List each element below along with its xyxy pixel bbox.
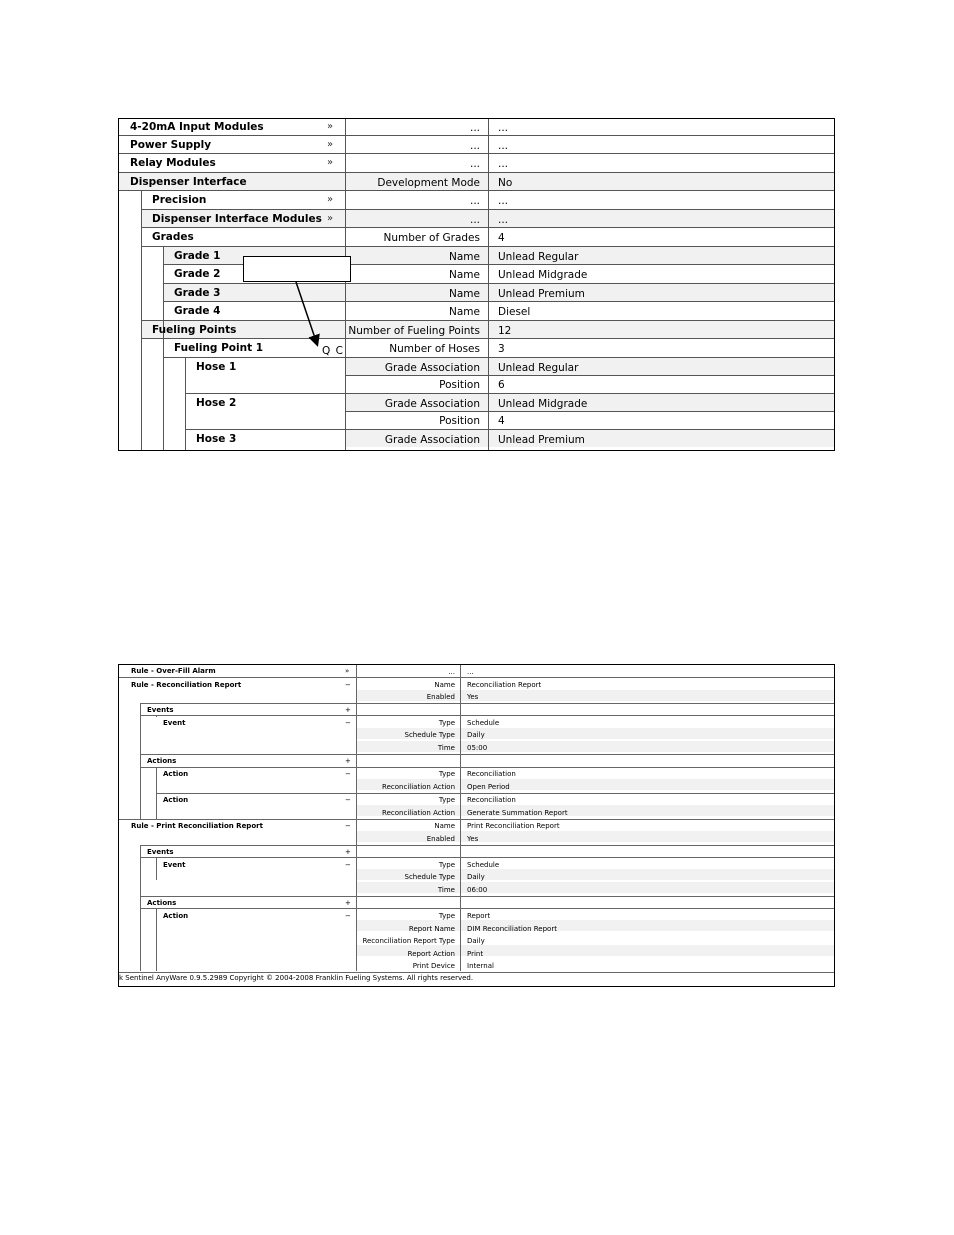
tree-node-label[interactable]: Fueling Point 1 <box>174 342 264 354</box>
tree-node-label[interactable]: Grade 2 <box>174 268 221 280</box>
property-value[interactable]: Unlead Regular <box>498 362 579 374</box>
property-name: ... <box>448 668 455 676</box>
property-value[interactable]: Unlead Premium <box>498 288 585 300</box>
property-value[interactable]: Diesel <box>498 306 531 318</box>
property-name: Name <box>449 288 480 300</box>
property-value[interactable]: Open Period <box>467 783 510 791</box>
property-value[interactable]: Unlead Premium <box>498 434 585 446</box>
configuration-tree-panel-1 <box>118 118 835 451</box>
property-name: Development Mode <box>377 177 480 189</box>
callout-arrow-icon <box>119 119 835 451</box>
property-name: Reconciliation Action <box>382 809 455 817</box>
property-name: Report Action <box>407 950 455 958</box>
property-value[interactable]: Unlead Midgrade <box>498 398 588 410</box>
property-name: Name <box>434 822 455 830</box>
collapse-icon[interactable]: − <box>345 822 351 830</box>
property-name: Enabled <box>426 693 455 701</box>
property-name: ... <box>469 214 480 226</box>
property-value[interactable]: ... <box>498 140 509 152</box>
tree-node-label[interactable]: Hose 1 <box>196 361 237 373</box>
property-name: Position <box>439 379 480 391</box>
qc-marker: Q C <box>322 345 344 357</box>
property-name: ... <box>469 122 480 134</box>
property-value[interactable]: Unlead Midgrade <box>498 269 588 281</box>
tree-node-label[interactable]: Grade 3 <box>174 287 221 299</box>
tree-node-label[interactable]: Dispenser Interface <box>130 176 247 188</box>
property-value[interactable]: ... <box>498 195 509 207</box>
expand-chevron-icon[interactable]: » <box>327 121 334 132</box>
property-name: Grade Association <box>384 434 480 446</box>
property-name: Number of Fueling Points <box>348 325 480 337</box>
property-name: Reconciliation Action <box>382 783 455 791</box>
property-name: Print Device <box>412 962 455 970</box>
property-value[interactable]: Reconciliation <box>467 796 516 804</box>
property-name: Report Name <box>408 925 455 933</box>
property-value[interactable]: Internal <box>467 962 494 970</box>
tree-node-label[interactable]: Action <box>163 770 189 778</box>
property-name: Number of Grades <box>383 232 480 244</box>
tree-node-label[interactable]: Fueling Points <box>152 324 237 336</box>
expand-icon[interactable]: + <box>345 899 351 907</box>
property-value[interactable]: 06:00 <box>467 886 488 894</box>
property-name: Grade Association <box>384 398 480 410</box>
tree-node-label[interactable]: Grades <box>152 231 194 243</box>
tree-node-label[interactable]: Hose 3 <box>196 433 237 445</box>
tree-node-label[interactable]: Hose 2 <box>196 397 237 409</box>
property-value[interactable]: Daily <box>467 873 485 881</box>
tree-node-label[interactable]: Power Supply <box>130 139 212 151</box>
property-value[interactable]: 6 <box>498 379 505 391</box>
property-value[interactable]: 4 <box>498 232 505 244</box>
collapse-icon[interactable]: − <box>345 912 351 920</box>
property-name: Type <box>438 912 455 920</box>
configuration-tree-panel-2 <box>118 664 835 987</box>
property-name: Type <box>438 796 455 804</box>
property-name: ... <box>469 158 480 170</box>
collapse-icon[interactable]: − <box>345 861 351 869</box>
tree-node-label[interactable]: Action <box>163 912 189 920</box>
property-value[interactable]: DIM Reconciliation Report <box>467 925 557 933</box>
tree-node-label[interactable]: Events <box>147 848 174 856</box>
property-value[interactable]: Print Reconciliation Report <box>467 822 560 830</box>
property-value[interactable]: ... <box>498 158 509 170</box>
expand-icon[interactable]: + <box>345 757 351 765</box>
property-value[interactable]: Report <box>467 912 491 920</box>
tree-node-label[interactable]: Event <box>163 861 186 869</box>
expand-icon[interactable]: + <box>345 848 351 856</box>
property-value[interactable]: Schedule <box>467 861 500 869</box>
property-name: Schedule Type <box>404 731 455 739</box>
property-name: ... <box>469 140 480 152</box>
tree-node-label[interactable]: Dispenser Interface Modules <box>152 213 322 225</box>
property-value[interactable]: Reconciliation <box>467 770 516 778</box>
property-name: Position <box>439 415 480 427</box>
tree-node-label[interactable]: 4-20mA Input Modules <box>130 121 264 133</box>
property-name: Time <box>437 744 455 752</box>
property-value[interactable]: Yes <box>467 835 479 843</box>
property-name: Name <box>449 251 480 263</box>
property-value[interactable]: ... <box>467 668 474 676</box>
expand-chevron-icon[interactable]: » <box>345 667 350 675</box>
tree-node-label[interactable]: Events <box>147 706 174 714</box>
property-value[interactable]: No <box>498 177 513 189</box>
property-value[interactable]: Generate Summation Report <box>467 809 568 817</box>
tree-node-label[interactable]: Actions <box>147 899 177 907</box>
property-name: Type <box>438 770 455 778</box>
property-value[interactable]: 4 <box>498 415 505 427</box>
expand-chevron-icon[interactable]: » <box>327 157 334 168</box>
tree-node-label[interactable]: Rule - Over-Fill Alarm <box>131 667 216 675</box>
property-value[interactable]: Daily <box>467 731 485 739</box>
expand-chevron-icon[interactable]: » <box>327 139 334 150</box>
property-name: Type <box>438 861 455 869</box>
copyright-footer: k Sentinel AnyWare 0.9.5.2989 Copyright © 2004-2008 Franklin Fueling Systems. All rights reserved. <box>119 974 474 982</box>
property-value[interactable]: 05:00 <box>467 744 488 752</box>
tree-node-label[interactable]: Rule - Print Reconciliation Report <box>131 822 263 830</box>
property-name: Reconciliation Report Type <box>362 937 455 945</box>
tree-node-label[interactable]: Action <box>163 796 189 804</box>
property-value[interactable]: Print <box>467 950 484 958</box>
tree-node-label[interactable]: Event <box>163 719 186 727</box>
property-value[interactable]: Schedule <box>467 719 500 727</box>
property-value[interactable]: Daily <box>467 937 485 945</box>
expand-chevron-icon[interactable]: » <box>327 213 334 224</box>
property-value[interactable]: ... <box>498 122 509 134</box>
tree-node-label[interactable]: Grade 4 <box>174 305 221 317</box>
property-value[interactable]: ... <box>498 214 509 226</box>
collapse-icon[interactable]: − <box>345 770 351 778</box>
property-name: Number of Hoses <box>389 343 480 355</box>
collapse-icon[interactable]: − <box>345 681 351 689</box>
collapse-icon[interactable]: − <box>345 796 351 804</box>
property-value[interactable]: Yes <box>467 693 479 701</box>
expand-icon[interactable]: + <box>345 706 351 714</box>
tree-node-label[interactable]: Grade 1 <box>174 250 221 262</box>
tree-node-label[interactable]: Precision <box>152 194 207 206</box>
property-name: ... <box>469 195 480 207</box>
tree-node-label[interactable]: Actions <box>147 757 177 765</box>
property-value[interactable]: 3 <box>498 343 505 355</box>
property-name: Type <box>438 719 455 727</box>
collapse-icon[interactable]: − <box>345 719 351 727</box>
property-value[interactable]: Unlead Regular <box>498 251 579 263</box>
property-name: Enabled <box>426 835 455 843</box>
property-name: Time <box>437 886 455 894</box>
property-value[interactable]: Reconciliation Report <box>467 681 542 689</box>
property-name: Name <box>434 681 455 689</box>
tree-node-label[interactable]: Relay Modules <box>130 157 216 169</box>
property-name: Name <box>449 306 480 318</box>
property-name: Grade Association <box>384 362 480 374</box>
property-name: Schedule Type <box>404 873 455 881</box>
expand-chevron-icon[interactable]: » <box>327 194 334 205</box>
tree-node-label[interactable]: Rule - Reconciliation Report <box>131 681 242 689</box>
property-value[interactable]: 12 <box>498 325 512 337</box>
property-name: Name <box>449 269 480 281</box>
